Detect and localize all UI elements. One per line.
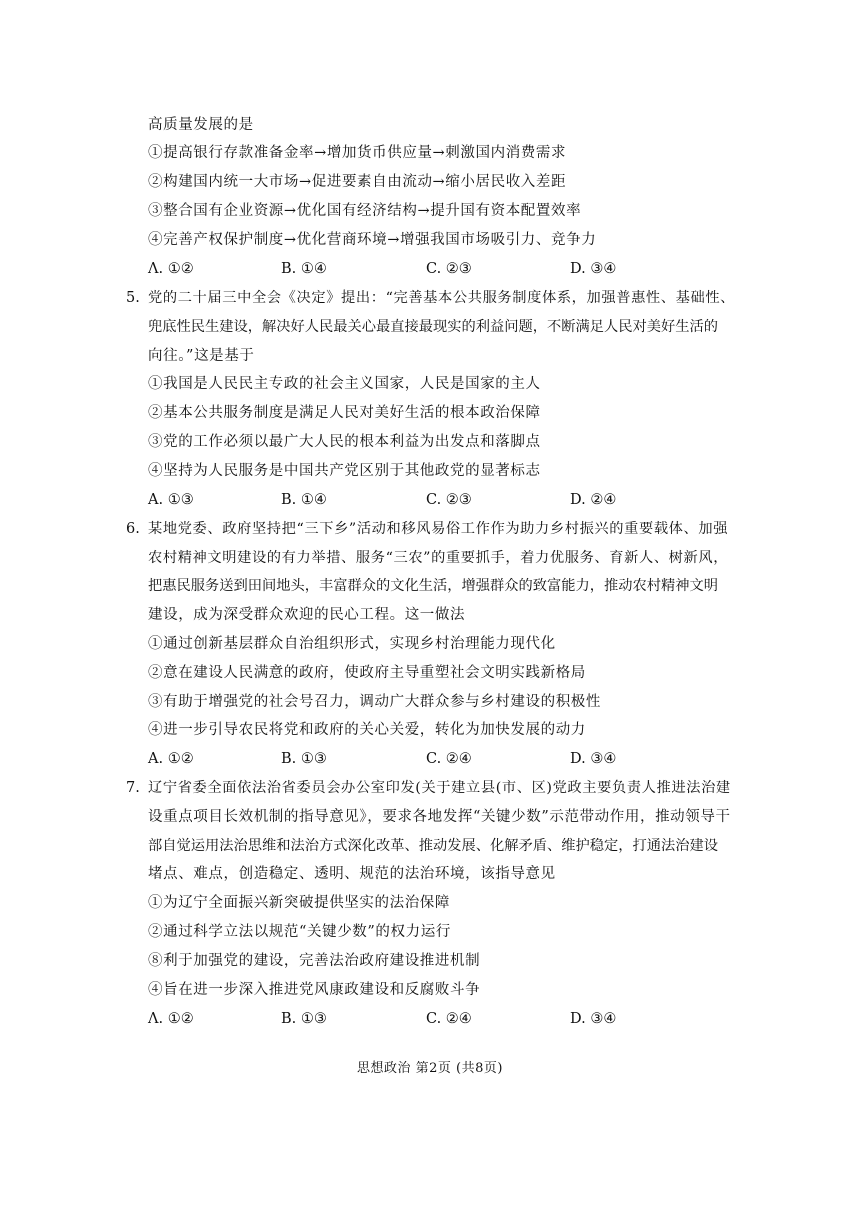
option-b: B. ①④ (281, 492, 327, 508)
option-d: D. ③④ (570, 261, 617, 277)
statement-4: ④完善产权保护制度→优化营商环境→增强我国市场吸引力、竞争力 (148, 232, 597, 248)
option-a: Λ. ①② (148, 261, 194, 277)
option-c: C. ②④ (426, 1011, 472, 1027)
question-stem-line: 堵点、难点，创造稳定、透明、规范的法治环境，该指导意见 (148, 866, 556, 882)
question-stem-line: 兜底性民生建设，解决好人民最关心最直接最现实的利益问题，不断满足人民对美好生活的 (148, 319, 719, 335)
option-a: A. ①② (148, 751, 194, 767)
statement-2: ②意在建设人民满意的政府，使政府主导重塑社会文明实践新格局 (148, 665, 586, 681)
option-c: C. ②④ (426, 751, 472, 767)
option-b: B. ①③ (281, 751, 327, 767)
question-stem-line: 辽宁省委全面依法治省委员会办公室印发(关于建立县(市、区)党政主要负责人推进法治建 (148, 780, 731, 796)
statement-4: ④坚持为人民服务是中国共产党区别于其他政党的显著标志 (148, 463, 541, 479)
statement-2: ②通过科学立法以规范“关键少数”的权力运行 (148, 924, 451, 940)
option-b: B. ①③ (281, 1011, 327, 1027)
question-stem-line: 设重点项目长效机制的指导意见》，要求各地发挥“关键少数”示范带动作用，推动领导干 (148, 809, 731, 825)
option-a: Λ. ①② (148, 1011, 194, 1027)
statement-3: ⑧利于加强党的建设，完善法治政府建设推进机制 (148, 953, 481, 969)
question-stem-line: 部自觉运用法治思维和法治方式深化改革、推动发展、化解矛盾、维护稳定，打通法治建设 (148, 838, 719, 854)
option-d: D. ③④ (570, 1011, 617, 1027)
question-stem-line: 农村精神文明建设的有力举措、服务“三农”的重要抓手，着力优服务、育新人、树新风， (148, 550, 729, 566)
question-number: 6. (126, 521, 140, 537)
question-number: 5. (126, 290, 140, 306)
page-footer: 思想政治 第2页 (共8页) (357, 1061, 503, 1076)
statement-1: ①提高银行存款准备金率→增加货币供应量→刺激国内消费需求 (148, 145, 567, 161)
question-number: 7. (126, 780, 140, 796)
statement-2: ②基本公共服务制度是满足人民对美好生活的根本政治保障 (148, 405, 541, 421)
question-stem-line: 党的二十届三中全会《决定》提出：“完善基本公共服务制度体系，加强普惠性、基础性、 (148, 290, 736, 306)
question-stem-line: 高质量发展的是 (148, 117, 254, 133)
question-stem-line: 某地党委、政府坚持把“三下乡”活动和移风易俗工作作为助力乡村振兴的重要载体、加强 (148, 521, 729, 537)
statement-1: ①通过创新基层群众自治组织形式，实现乡村治理能力现代化 (148, 636, 556, 652)
option-a: A. ①③ (148, 492, 194, 508)
option-c: C. ②③ (426, 261, 472, 277)
statement-1: ①为辽宁全面振兴新突破提供坚实的法治保障 (148, 895, 450, 911)
option-b: B. ①④ (281, 261, 327, 277)
option-c: C. ②③ (426, 492, 472, 508)
statement-2: ②构建国内统一大市场→促进要素自由流动→缩小居民收入差距 (148, 174, 567, 190)
question-stem-line: 把惠民服务送到田间地头，丰富群众的文化生活，增强群众的致富能力，推动农村精神文明 (148, 578, 719, 594)
statement-4: ④进一步引导农民将党和政府的关心关爱，转化为加快发展的动力 (148, 722, 586, 738)
statement-3: ③党的工作必须以最广大人民的根本利益为出发点和落脚点 (148, 434, 541, 450)
statement-3: ③整合国有企业资源→优化国有经济结构→提升国有资本配置效率 (148, 203, 582, 219)
question-stem-line: 向往。”这是基于 (148, 348, 255, 364)
option-d: D. ②④ (570, 492, 617, 508)
statement-4: ④旨在进一步深入推进党风康政建设和反腐败斗争 (148, 982, 481, 998)
statement-3: ③有助于增强党的社会号召力，调动广大群众参与乡村建设的积极性 (148, 694, 601, 710)
statement-1: ①我国是人民民主专政的社会主义国家，人民是国家的主人 (148, 376, 541, 392)
question-stem-line: 建设，成为深受群众欢迎的民心工程。这一做法 (148, 607, 466, 623)
option-d: D. ③④ (570, 751, 617, 767)
